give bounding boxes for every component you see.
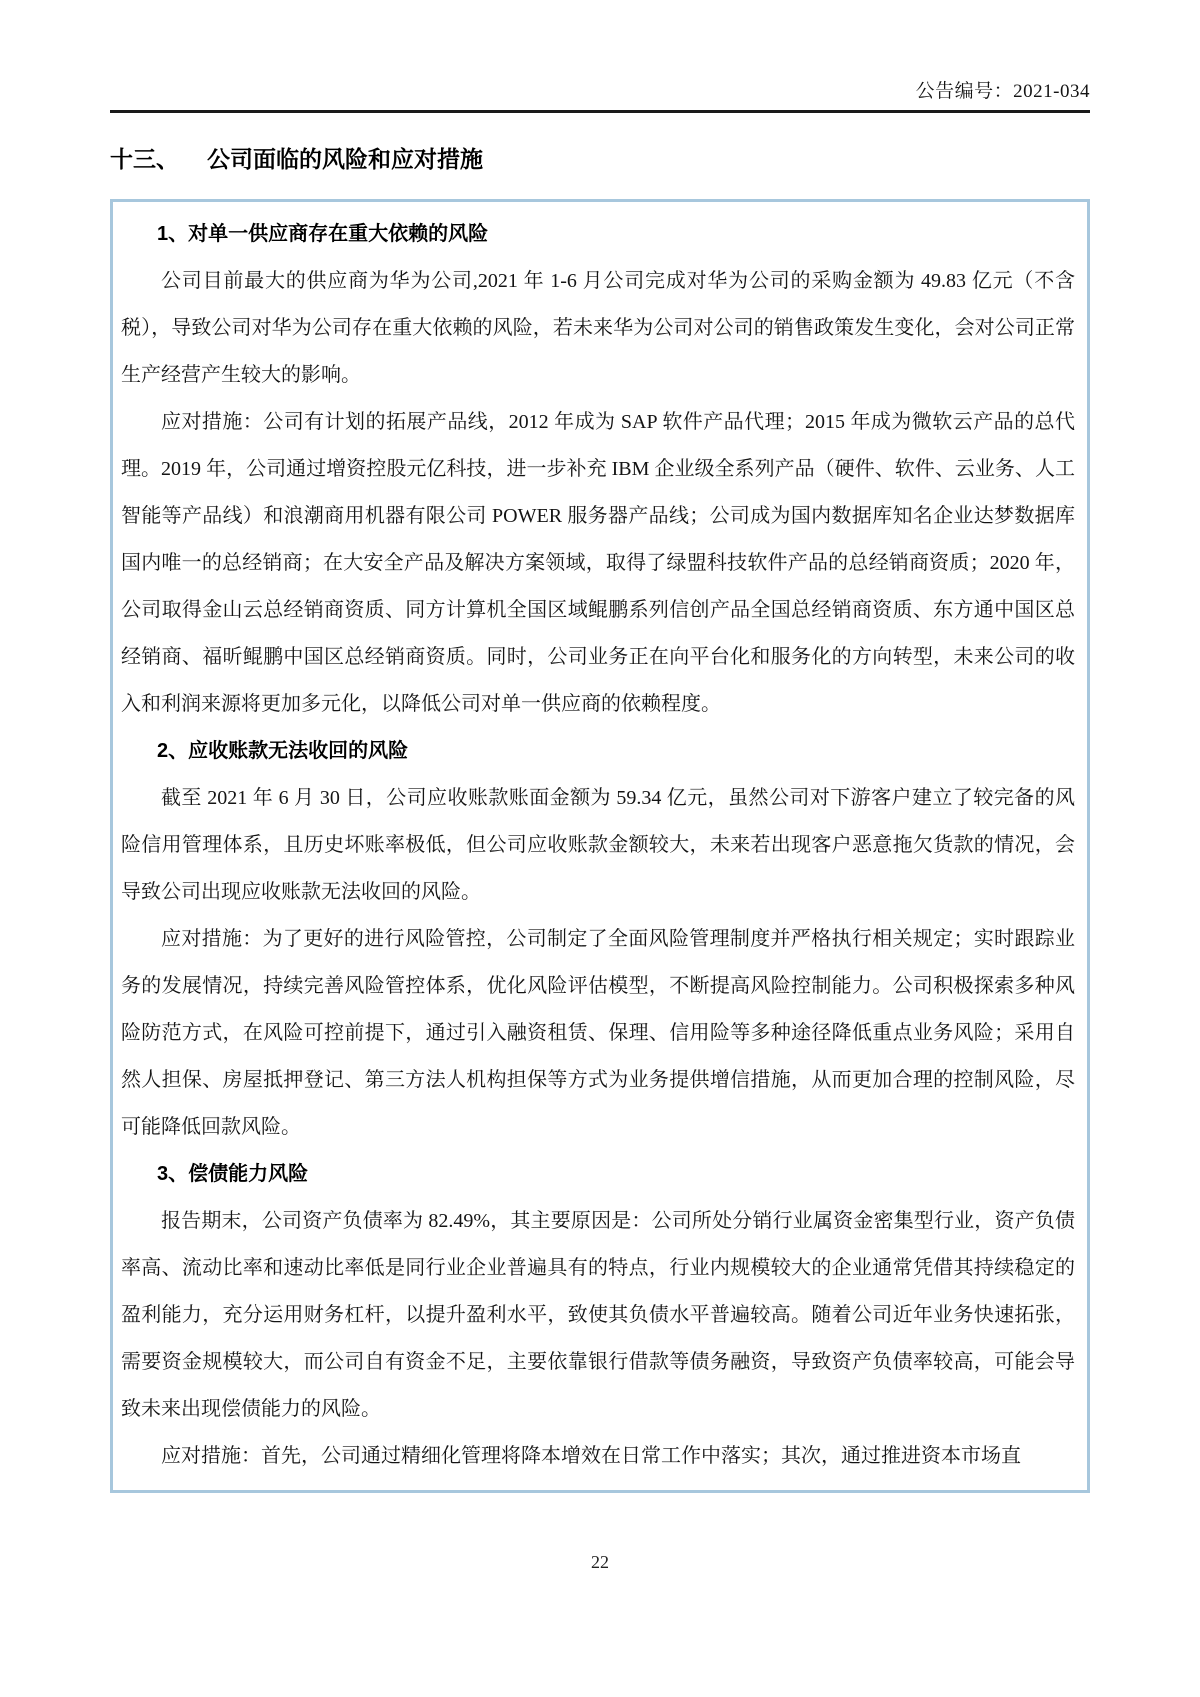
section-heading: 1、对单一供应商存在重大依赖的风险 <box>157 223 489 245</box>
paragraph: 应对措施：首先，公司通过精细化管理将降本增效在日常工作中落实；其次，通过推进资本市场直 <box>161 1445 1021 1467</box>
section-heading: 2、应收账款无法收回的风险 <box>157 740 409 762</box>
page-title-text: 公司面临的风险和应对措施 <box>207 146 483 172</box>
document-page <box>110 0 1090 1493</box>
paragraph: 报告期末，公司资产负债率为 82.49%，其主要原因是：公司所处分销行业属资金密集型行业，资产负债率高、流动比率和速动比率低是同行业企业普遍具有的特点，行业内规模较大的企业通常凭借其持续稳定的盈利能力，充分运用财务杠杆，以提升盈利水平，致使其负债水平普遍较高。随着公司近年业务快速拓张，需要资金规模较大，而公司自有资金不足，主要依靠银行借款等债务融资，导致资产负债率较高，可能会导致未来出现偿债能力的风险。 <box>121 1210 1075 1420</box>
page-title-number: 十三、 <box>110 146 179 172</box>
risk-section-receivables <box>121 728 1075 1151</box>
page-title <box>110 141 1090 174</box>
risk-box <box>110 199 1090 1493</box>
page-number: 22 <box>591 1552 609 1572</box>
doc-header <box>110 0 1090 113</box>
paragraph: 应对措施：为了更好的进行风险管控，公司制定了全面风险管理制度并严格执行相关规定；实时跟踪业务的发展情况，持续完善风险管控体系，优化风险评估模型，不断提高风险控制能力。公司积极探索多种风险防范方式，在风险可控前提下，通过引入融资租赁、保理、信用险等多种途径降低重点业务风险；采用自然人担保、房屋抵押登记、第三方法人机构担保等方式为业务提供增信措施，从而更加合理的控制风险，尽可能降低回款风险。 <box>121 928 1075 1138</box>
risk-section-supplier <box>121 211 1075 728</box>
paragraph: 公司目前最大的供应商为华为公司,2021 年 1-6 月公司完成对华为公司的采购金额为 49.83 亿元（不含税），导致公司对华为公司存在重大依赖的风险，若未来华为公司对公司的销售政策发生变化，会对公司正常生产经营产生较大的影响。 <box>121 270 1075 386</box>
paragraph: 截至 2021 年 6 月 30 日，公司应收账款账面金额为 59.34 亿元，虽然公司对下游客户建立了较完备的风险信用管理体系，且历史坏账率极低，但公司应收账款金额较大，未来若出现客户恶意拖欠货款的情况，会导致公司出现应收账款无法收回的风险。 <box>121 787 1075 903</box>
doc-number: 公告编号：2021-034 <box>915 81 1090 102</box>
risk-section-solvency <box>121 1151 1075 1480</box>
section-heading: 3、偿债能力风险 <box>157 1163 309 1185</box>
paragraph: 应对措施：公司有计划的拓展产品线，2012 年成为 SAP 软件产品代理；2015 年成为微软云产品的总代理。2019 年，公司通过增资控股元亿科技，进一步补充 IBM 企业级全系列产品（硬件、软件、云业务、人工智能等产品线）和浪潮商用机器有限公司 POWER 服务器产品线；公司成为国内数据库知名企业达梦数据库国内唯一的总经销商；在大安全产品及解决方案领域，取得了绿盟科技软件产品的总经销商资质；2020 年，公司取得金山云总经销商资质、同方计算机全国区域鲲鹏系列信创产品全国总经销商资质、东方通中国区总经销商、福昕鲲鹏中国区总经销商资质。同时，公司业务正在向平台化和服务化的方向转型，未来公司的收入和利润来源将更加多元化，以降低公司对单一供应商的依赖程度。 <box>121 411 1075 715</box>
